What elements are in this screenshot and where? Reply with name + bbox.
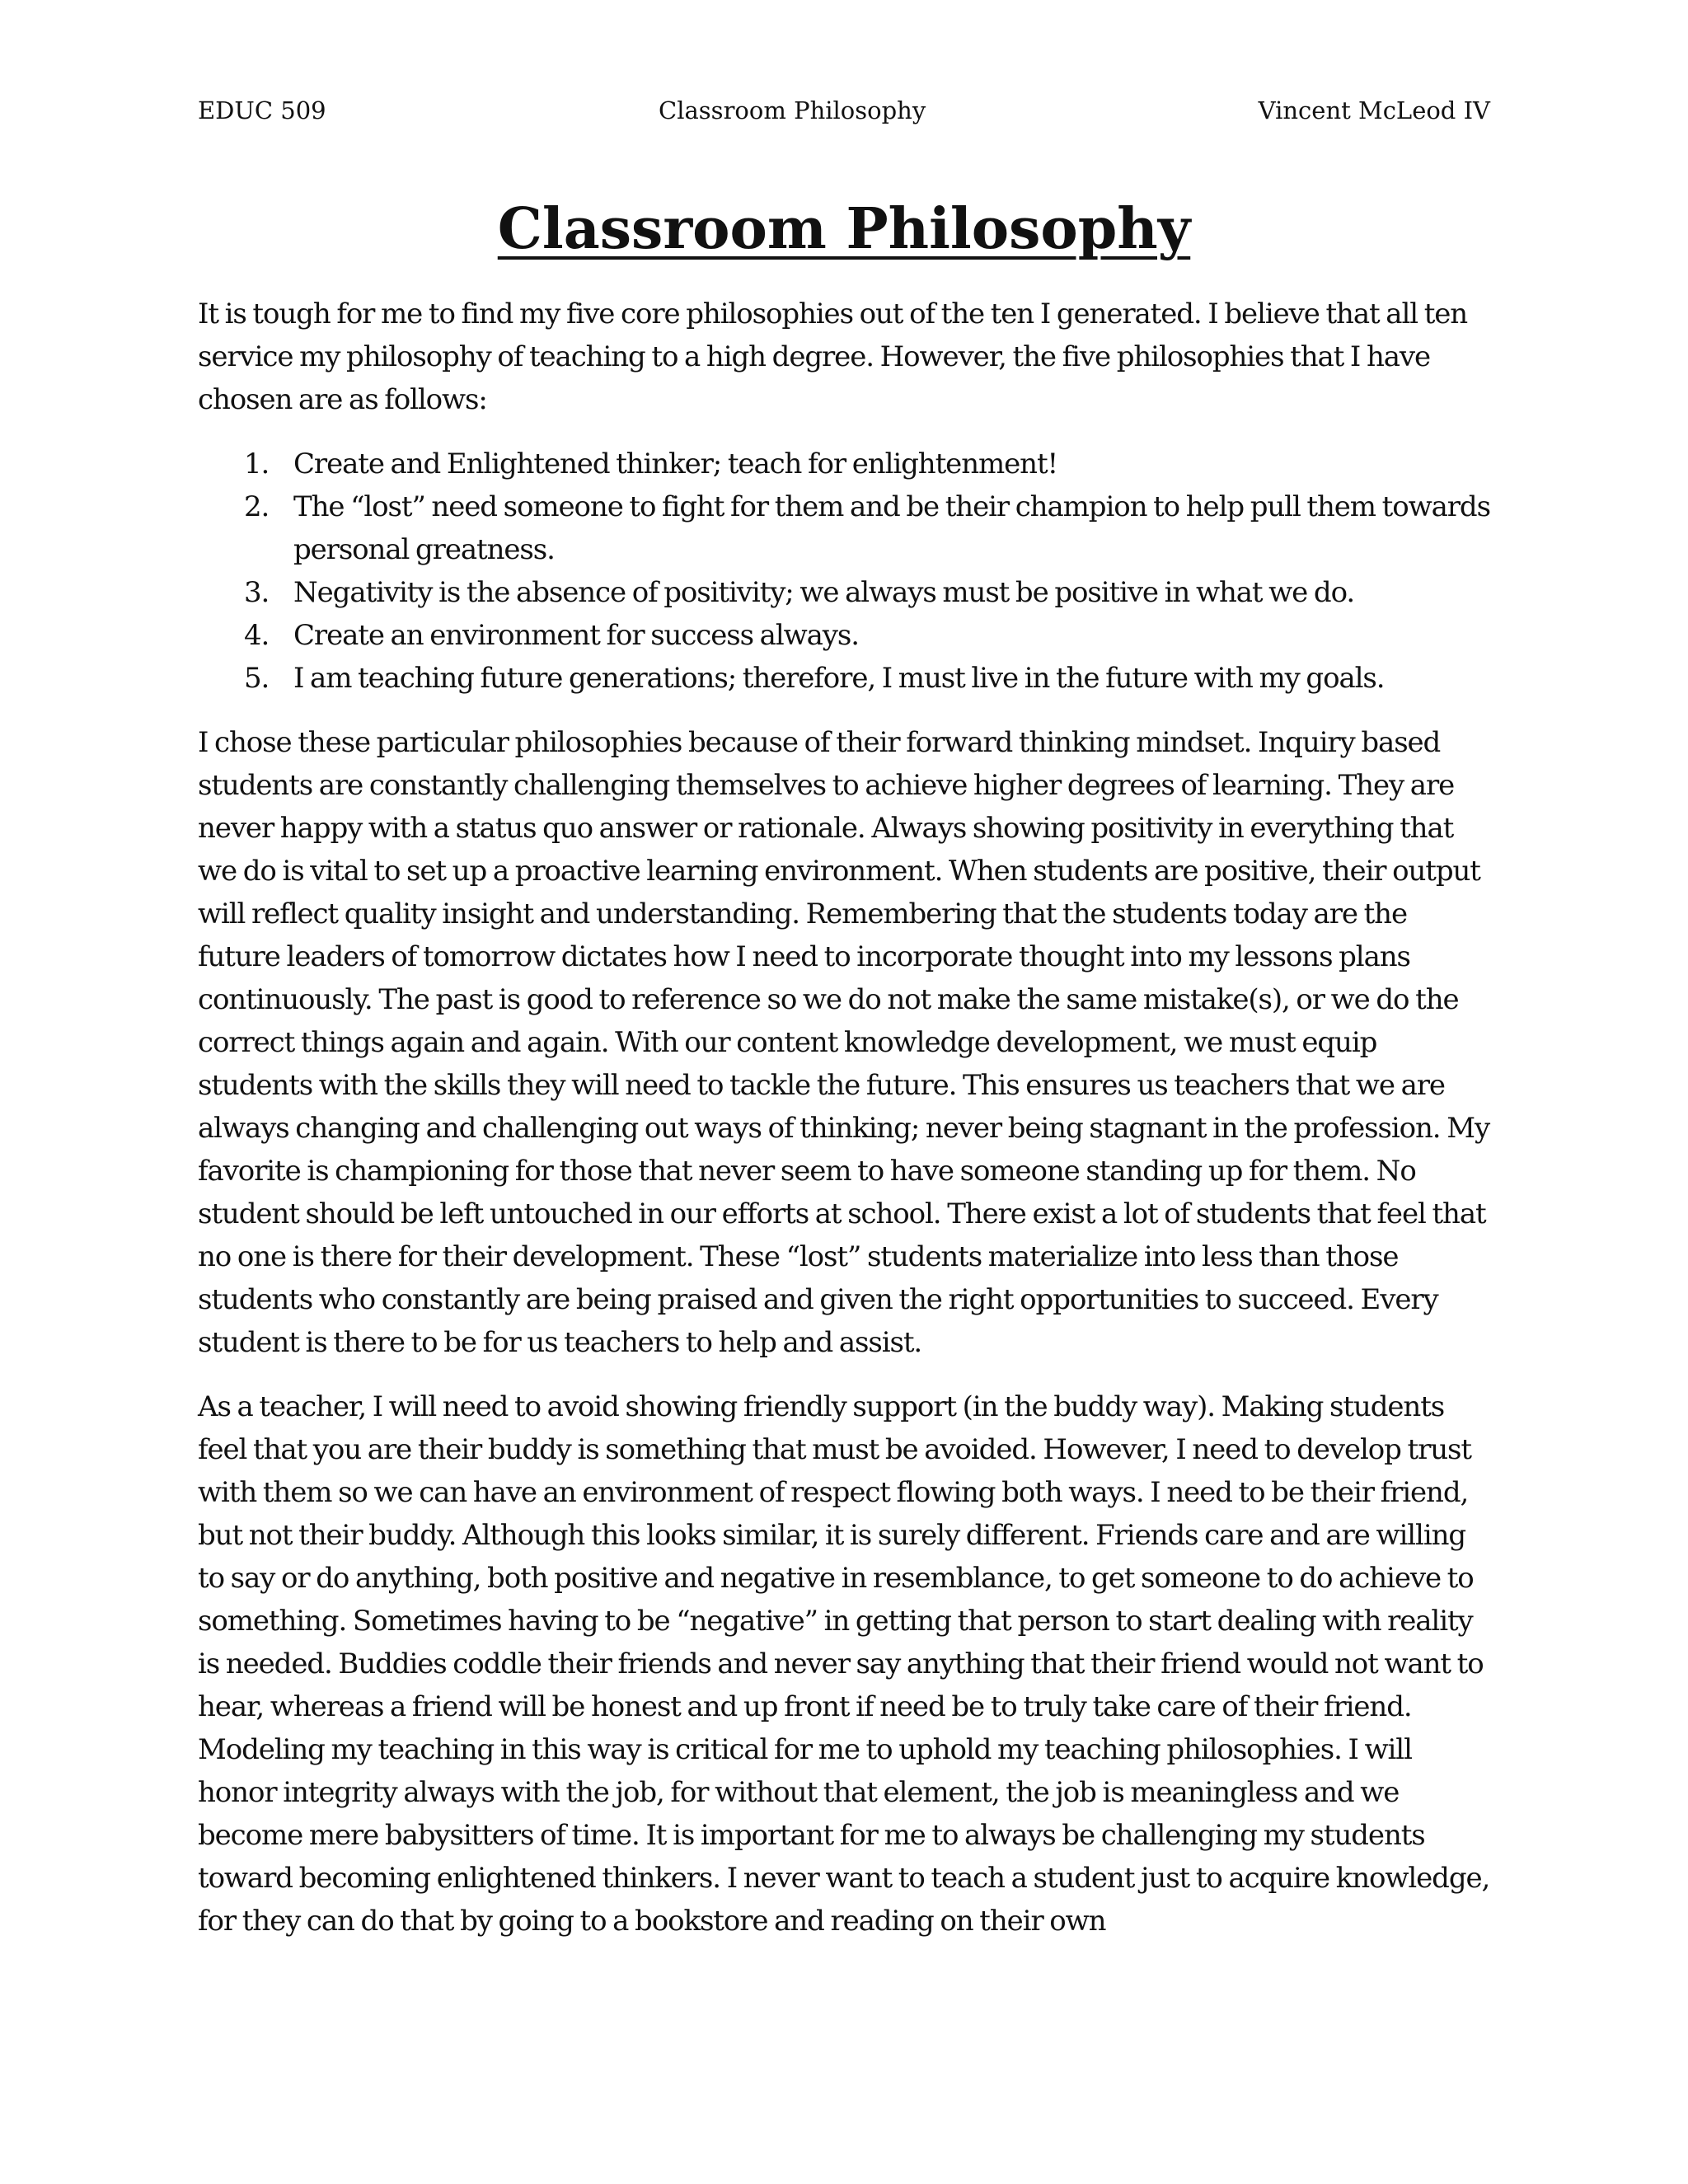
intro-paragraph: It is tough for me to find my five core philosophies out of the ten I generated. I believe that all ten service my philosophy of teaching to a high degree. However, the five philosophies that I have chosen are as follows:: [198, 298, 1468, 416]
list-text: Create an environment for success always.: [293, 619, 859, 652]
list-number: 3.: [244, 576, 270, 609]
list-item: [198, 614, 1490, 657]
body-paragraph: As a teacher, I will need to avoid showing friendly support (in the buddy way). Making students feel that you are their buddy is something that must be avoided. However, I need to develop trust with them so we can have an environment of respect flowing both ways. I need to be their friend, but not their buddy. Although this looks similar, it is surely different. Friends care and are willing to say or do anything, both positive and negative in resemblance, to get someone to do achieve to something. Sometimes having to be “negative” in getting that person to start dealing with reality is needed. Buddies coddle their friends and never say anything that their friend would not want to hear, whereas a friend will be honest and up front if need be to truly take care of their friend. Modeling my teaching in this way is critical for me to uphold my teaching philosophies. I will honor integrity always with the job, for without that element, the job is meaningless and we become mere babysitters of time. It is important for me to always be challenging my students toward becoming enlightened thinkers. I never want to teach a student just to acquire knowledge, for they can do that by going to a bookstore and reading on their own: [198, 1390, 1490, 1938]
course-code: EDUC 509: [198, 96, 326, 124]
list-number: 2.: [244, 490, 270, 523]
document-title: Classroom Philosophy: [497, 196, 1191, 262]
document-title-block: [0, 196, 1688, 262]
list-item: [198, 485, 1490, 571]
list-number: 1.: [244, 448, 270, 480]
list-number: 5.: [244, 662, 270, 695]
list-text: The “lost” need someone to fight for them and be their champion to help pull them towards personal greatness.: [293, 490, 1490, 566]
list-text: Negativity is the absence of positivity; we always must be positive in what we do.: [293, 576, 1355, 609]
author-name: Vincent McLeod IV: [1258, 96, 1490, 124]
body-paragraph: I chose these particular philosophies because of their forward thinking mindset. Inquiry based students are constantly challenging themselves to achieve higher degrees of learning. They are never happy with a status quo answer or rationale. Always showing positivity in everything that we do is vital to set up a proactive learning environment. When students are positive, their output will reflect quality insight and understanding. Remembering that the students today are the future leaders of tomorrow dictates how I need to incorporate thought into my lessons plans continuously. The past is good to reference so we do not make the same mistake(s), or we do the correct things again and again. With our content knowledge development, we must equip students with the skills they will need to tackle the future. This ensures us teachers that we are always changing and challenging out ways of thinking; never being stagnant in the profession. My favorite is championing for those that never seem to have someone standing up for them. No student should be left untouched in our efforts at school. There exist a lot of students that feel that no one is there for their development. These “lost” students materialize into less than those students who constantly are being praised and given the right opportunities to succeed. Every student is there to be for us teachers to help and assist.: [198, 726, 1490, 1359]
list-text: Create and Enlightened thinker; teach for enlightenment!: [293, 448, 1058, 480]
list-item: [198, 443, 1490, 485]
philosophy-list: [198, 443, 1490, 700]
list-text: I am teaching future generations; therefore, I must live in the future with my goals.: [293, 662, 1385, 695]
header-title: Classroom Philosophy: [659, 96, 926, 124]
list-number: 4.: [244, 619, 270, 652]
document-body: [198, 293, 1490, 1964]
list-item: [198, 657, 1490, 700]
running-header: [198, 96, 1490, 125]
list-item: [198, 571, 1490, 614]
